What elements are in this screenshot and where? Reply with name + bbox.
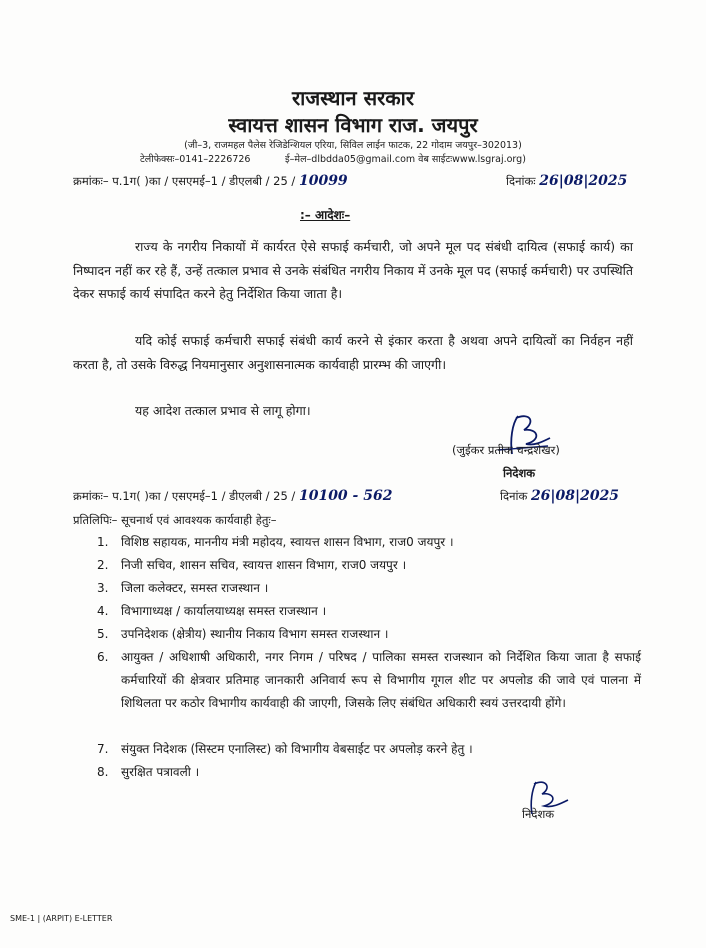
list-item-text: संयुक्त निदेशक (सिस्टम एनालिस्ट) को विभागीय वेबसाईट पर अपलोड़ करने हेतु । bbox=[121, 742, 473, 756]
signatory-title-2: निदेशक bbox=[522, 807, 555, 821]
reference-handwritten-number-1: 10099 bbox=[298, 173, 348, 189]
list-item-number: 8. bbox=[97, 765, 109, 779]
reference-date-2 bbox=[500, 488, 619, 504]
list-item-number: 3. bbox=[97, 581, 109, 595]
govt-heading: राजस्थान सरकार bbox=[291, 86, 415, 110]
list-item-number: 7. bbox=[97, 742, 109, 756]
list-item-text: विभागाध्यक्ष / कार्यालयाध्यक्ष समस्त राजस्थान । bbox=[121, 604, 327, 618]
list-item-number: 1. bbox=[97, 535, 109, 549]
signatory-title: निदेशक bbox=[503, 466, 536, 480]
date-label-1: दिनांकः bbox=[506, 174, 536, 188]
date-label-2: दिनांक bbox=[500, 489, 528, 503]
reference-prefix-2: क्रमांकः– प.1ग( )का / एसएमई–1 / डीएलबी / 25 / bbox=[73, 489, 296, 503]
list-item-text: जिला कलेक्टर, समस्त राजस्थान । bbox=[121, 581, 269, 595]
date-handwritten-1: 26|08|2025 bbox=[539, 173, 628, 189]
order-paragraph-3: यह आदेश तत्काल प्रभाव से लागू होगा। bbox=[135, 403, 311, 418]
order-title: :– आदेशः– bbox=[300, 208, 351, 222]
order-paragraph-2: यदि कोई सफाई कर्मचारी सफाई संबंधी कार्य करने से इंकार करता है अथवा अपने दायित्वों का निर्वहन नहीं करता है, तो उसके विरुद्ध नियमानुसार अनुशासनात्मक कार्यवाही प्रारम्भ की जाएगी। bbox=[73, 333, 633, 372]
list-item-number: 2. bbox=[97, 558, 109, 572]
list-item-number: 5. bbox=[97, 627, 109, 641]
office-address: (जी–3, राजमहल पैलेस रेजिडेन्शियल एरिया, सिविल लाईन फाटक, 22 गोदाम जयपुर–302013) bbox=[184, 140, 522, 151]
reference-number-1 bbox=[73, 173, 348, 189]
list-item-number: 6. bbox=[97, 650, 109, 664]
signatory-name: (जुईकर प्रतीक चन्द्रशेखर) bbox=[452, 443, 560, 457]
reference-number-2 bbox=[73, 488, 392, 504]
list-item-text: उपनिदेशक (क्षेत्रीय) स्थानीय निकाय विभाग समस्त राजस्थान । bbox=[121, 627, 389, 641]
reference-handwritten-number-2: 10100 - 562 bbox=[298, 488, 393, 504]
order-paragraph-1: राज्य के नगरीय निकायों में कार्यरत ऐसे सफाई कर्मचारी, जो अपने मूल पद संबंधी दायित्व (सफाई कार्य) का निष्पादन नहीं कर रहे हैं, उन्हें तत्काल प्रभाव से उनके संबंधित नगरीय निकाय में उनके मूल पद (सफाई कर्मचारी) पर उपस्थिति देकर सफाई कार्य संपादित करने हेतु निर्देशित किया जाता है। bbox=[73, 239, 633, 301]
list-item-number: 4. bbox=[97, 604, 109, 618]
reference-prefix-1: क्रमांकः– प.1ग( )का / एसएमई–1 / डीएलबी / 25 / bbox=[73, 174, 296, 188]
department-heading: स्वायत्त शासन विभाग राज. जयपुर bbox=[228, 113, 478, 137]
copy-to-heading: प्रतिलिपिः– सूचनार्थ एवं आवश्यक कार्यवाही हेतुः– bbox=[73, 513, 277, 527]
date-handwritten-2: 26|08|2025 bbox=[530, 488, 620, 504]
telefax-number: टेलीफेक्सः–0141–2226726 bbox=[140, 154, 251, 165]
list-item-text: विशिष्ठ सहायक, माननीय मंत्री महोदय, स्वायत्त शासन विभाग, राज0 जयपुर । bbox=[121, 535, 454, 549]
reference-date-1 bbox=[506, 173, 627, 189]
list-item-text: आयुक्त / अधिशाषी अधिकारी, नगर निगम / परिषद / पालिका समस्त राजस्थान को निर्देशित किया जाता है सफाई कर्मचारियों की क्षेत्रवार प्रतिमाह जानकारी अनिवार्य रूप से विभागीय गूगल शीट पर अपलोड की जावे एवं पालना में शिथिलता पर कठोर विभागीय कार्यवाही की जाएगी, जिसके लिए संबंधित अधिकारी स्वयं उत्तरदायी होंगे। bbox=[121, 650, 641, 710]
list-item-text: सुरक्षित पत्रावली । bbox=[121, 765, 200, 779]
list-item-text: निजी सचिव, शासन सचिव, स्वायत्त शासन विभाग, राज0 जयपुर । bbox=[121, 558, 407, 572]
footer-reference: SME-1 | (ARPIT) E-LETTER bbox=[10, 914, 113, 923]
email-website: ई–मेल–dlbdda05@gmail.com वेब साईटःwww.lsgraj.org) bbox=[285, 154, 526, 165]
